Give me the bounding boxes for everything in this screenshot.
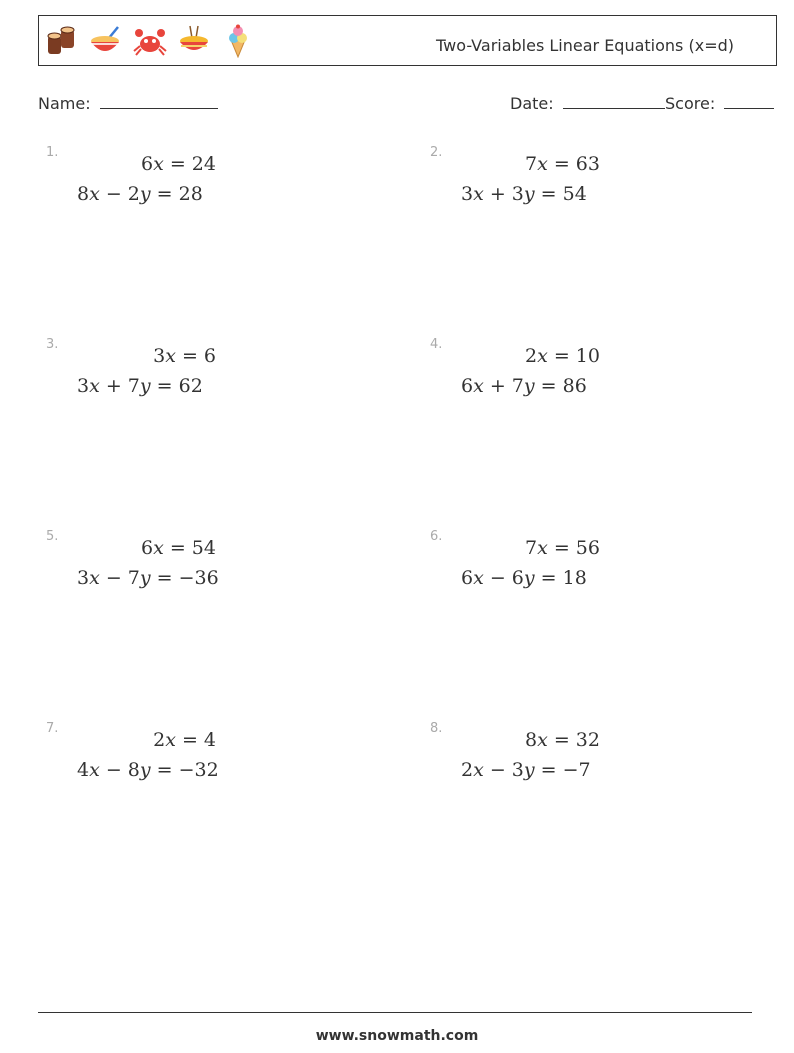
equation-1	[525, 729, 600, 751]
problem-number: 7.	[46, 721, 59, 736]
equation-2	[461, 759, 591, 781]
name-blank-line[interactable]	[100, 94, 218, 109]
date-field[interactable]	[510, 94, 665, 113]
equation-2	[77, 759, 219, 781]
eq2-operator-coefficient-y: − 6	[483, 567, 524, 589]
eq1-rhs: = 63	[547, 153, 600, 175]
eq2-coefficient-x: 2	[461, 759, 474, 781]
eq2-rhs: = −36	[150, 567, 219, 589]
var-x: x	[153, 537, 164, 559]
problem-2	[430, 145, 600, 215]
eq1-rhs: = 54	[163, 537, 216, 559]
equation-1	[141, 153, 216, 175]
eq2-coefficient-x: 4	[77, 759, 90, 781]
eq1-coefficient: 6	[141, 537, 154, 559]
eq2-coefficient-x: 3	[77, 375, 90, 397]
bamboo-rolls-icon	[45, 24, 79, 58]
var-x: x	[473, 375, 484, 397]
equation-2	[461, 375, 587, 397]
footer-divider	[38, 1012, 752, 1013]
var-x: x	[89, 759, 100, 781]
eq1-coefficient: 2	[525, 345, 538, 367]
eq1-coefficient: 8	[525, 729, 538, 751]
var-x: x	[537, 345, 548, 367]
var-x: x	[537, 537, 548, 559]
var-y: y	[139, 375, 151, 397]
score-blank-line[interactable]	[724, 94, 774, 109]
var-x: x	[473, 567, 484, 589]
date-label: Date:	[510, 94, 554, 113]
eq2-operator-coefficient-y: − 2	[99, 183, 140, 205]
var-y: y	[139, 183, 151, 205]
eq1-rhs: = 24	[163, 153, 216, 175]
name-field[interactable]	[38, 94, 218, 113]
equation-1	[153, 345, 216, 367]
var-y: y	[139, 567, 151, 589]
eq2-coefficient-x: 3	[461, 183, 474, 205]
eq2-coefficient-x: 8	[77, 183, 90, 205]
var-x: x	[165, 345, 176, 367]
var-x: x	[89, 567, 100, 589]
noodle-bowl-icon	[177, 24, 211, 58]
eq2-rhs: = −7	[534, 759, 591, 781]
ice-cream-cone-icon	[221, 24, 255, 58]
eq2-rhs: = 86	[534, 375, 587, 397]
eq1-coefficient: 2	[153, 729, 166, 751]
eq2-coefficient-x: 3	[77, 567, 90, 589]
equation-2	[77, 567, 219, 589]
problem-number: 5.	[46, 529, 59, 544]
eq1-coefficient: 7	[525, 537, 538, 559]
eq1-rhs: = 10	[547, 345, 600, 367]
eq2-operator-coefficient-y: + 7	[99, 375, 140, 397]
var-y: y	[523, 567, 535, 589]
problem-5	[46, 529, 219, 599]
eq1-coefficient: 6	[141, 153, 154, 175]
eq1-rhs: = 32	[547, 729, 600, 751]
eq1-coefficient: 3	[153, 345, 166, 367]
crab-icon	[133, 24, 167, 58]
rice-bowl-icon	[89, 24, 123, 58]
eq2-operator-coefficient-y: − 7	[99, 567, 140, 589]
eq2-rhs: = 62	[150, 375, 203, 397]
problem-1	[46, 145, 216, 215]
eq1-rhs: = 4	[175, 729, 216, 751]
eq2-rhs: = 54	[534, 183, 587, 205]
problem-4	[430, 337, 600, 407]
var-x: x	[473, 759, 484, 781]
problem-number: 3.	[46, 337, 59, 352]
var-x: x	[537, 729, 548, 751]
var-x: x	[165, 729, 176, 751]
eq2-operator-coefficient-y: − 3	[483, 759, 524, 781]
problem-7	[46, 721, 219, 791]
eq2-operator-coefficient-y: + 3	[483, 183, 524, 205]
worksheet-header	[38, 15, 777, 66]
equation-2	[461, 183, 587, 205]
problem-3	[46, 337, 216, 407]
equation-1	[525, 153, 600, 175]
problem-number: 6.	[430, 529, 443, 544]
date-blank-line[interactable]	[563, 94, 665, 109]
equation-1	[525, 537, 600, 559]
equation-2	[461, 567, 587, 589]
problem-8	[430, 721, 600, 791]
score-field[interactable]	[665, 94, 774, 113]
score-label: Score:	[665, 94, 716, 113]
var-x: x	[473, 183, 484, 205]
var-y: y	[523, 183, 535, 205]
equation-1	[153, 729, 216, 751]
problem-6	[430, 529, 600, 599]
worksheet-title: Two-Variables Linear Equations (x=d)	[436, 36, 734, 55]
eq2-operator-coefficient-y: + 7	[483, 375, 524, 397]
var-x: x	[89, 183, 100, 205]
footer-url: www.snowmath.com	[315, 1028, 479, 1044]
var-y: y	[523, 759, 535, 781]
var-x: x	[153, 153, 164, 175]
eq2-coefficient-x: 6	[461, 375, 474, 397]
eq1-coefficient: 7	[525, 153, 538, 175]
eq2-rhs: = −32	[150, 759, 219, 781]
equation-1	[525, 345, 600, 367]
problem-number: 8.	[430, 721, 443, 736]
equation-2	[77, 375, 203, 397]
var-x: x	[537, 153, 548, 175]
equation-2	[77, 183, 203, 205]
var-y: y	[523, 375, 535, 397]
eq1-rhs: = 56	[547, 537, 600, 559]
name-label: Name:	[38, 94, 91, 113]
header-icons	[45, 21, 255, 61]
var-x: x	[89, 375, 100, 397]
problem-number: 1.	[46, 145, 59, 160]
eq2-rhs: = 18	[534, 567, 587, 589]
eq2-operator-coefficient-y: − 8	[99, 759, 140, 781]
eq2-rhs: = 28	[150, 183, 203, 205]
eq1-rhs: = 6	[175, 345, 216, 367]
equation-1	[141, 537, 216, 559]
problem-number: 2.	[430, 145, 443, 160]
eq2-coefficient-x: 6	[461, 567, 474, 589]
var-y: y	[139, 759, 151, 781]
problem-number: 4.	[430, 337, 443, 352]
